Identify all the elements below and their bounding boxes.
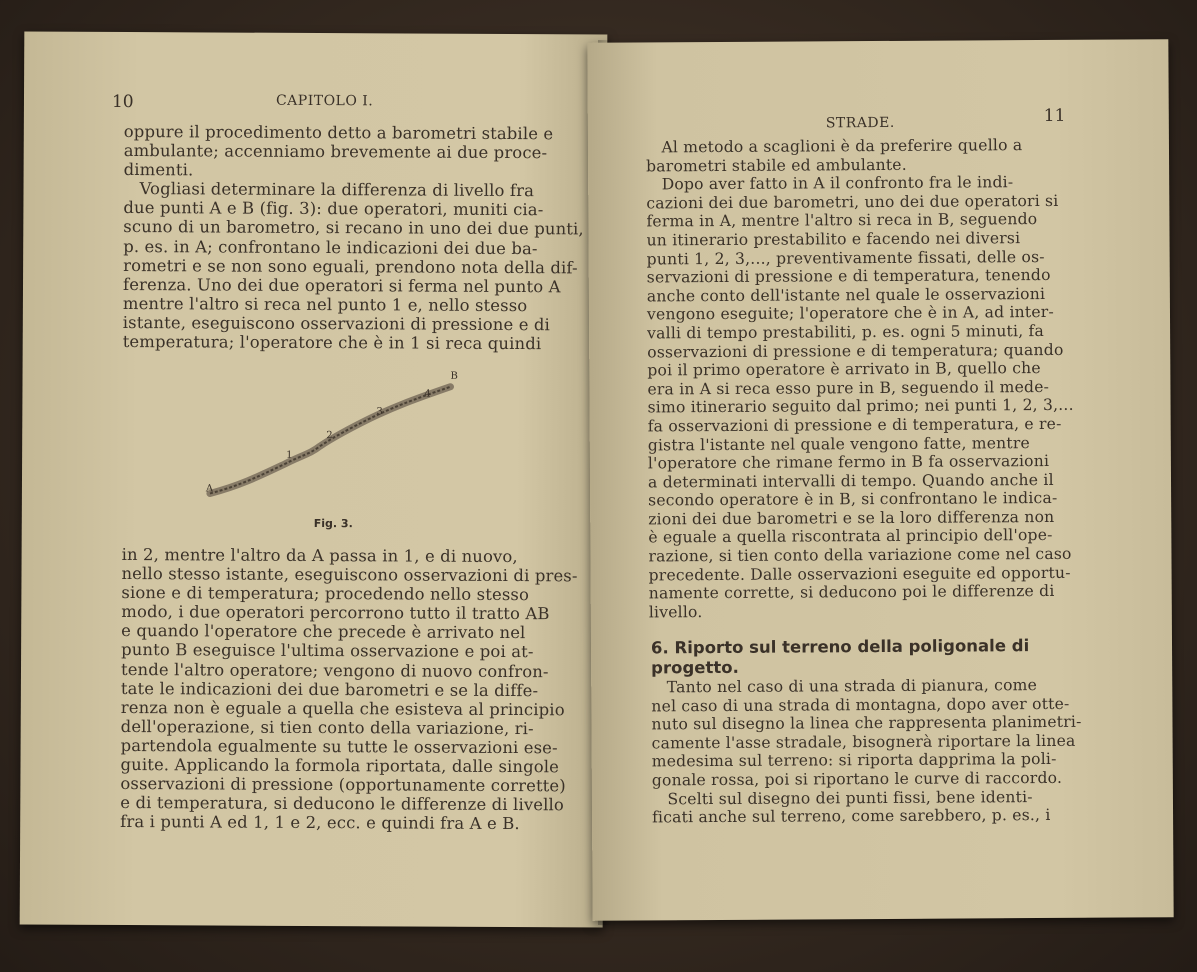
figure-label-3: 3 bbox=[376, 406, 383, 418]
figure-label-1: 1 bbox=[286, 449, 293, 461]
right-text-block-1: Al metodo a scaglioni è da preferire quello a barometri stabile ed ambulante. Dopo aver fatto in A il confronto fra le indi- cazioni dei due barometri, uno dei due operatori si ferma in A, mentre l'altro si reca in B, seguendo un itinerario prestabilito e facendo nei diversi punti 1, 2, 3,..., preventivamente fissati, delle os- servazioni di pressione e di temperatura, tenendo anche conto dell'istante nel quale le osservazioni vengono eseguite; l'operatore che è in A, ad inter- valli di tempo prestabiliti, p. es. ogni 5 minuti, fa osservazioni di pressione e di temperatura; quando poi il primo operatore è arrivato in B, quello che era in A si reca esso pure in B, seguendo il mede- simo itinerario seguito dal primo; nei punti 1, 2, 3,... fa osservazioni di pressione e di temperatura, e re- gistra l'istante nel quale vengono fatte, mentre l'operatore che rimane fermo in B fa osservazioni a determinati intervalli di tempo. Quando anche il secondo operatore è in B, si confrontano le indica- zioni dei due barometri e se la loro differenza non è eguale a quella riscontrata al principio dell'ope- razione, si tien conto della variazione come nel caso precedente. Dalle osservazioni eseguite ed opportu- namente corrette, si deducono poi le differenze di livello. bbox=[645, 136, 1074, 622]
figure-label-b: B bbox=[450, 370, 458, 382]
figure-caption: Fig. 3. bbox=[313, 517, 353, 531]
left-text-block-1: oppure il procedimento detto a barometri stabile e ambulante; accenniamo brevemente ai due proce- dimenti. Vogliasi determinare la differenza di livello fra due punti A e B (fig. 3): due operatori, muniti cia- scuno di un barometro, si recano in uno dei due punti, p. es. in A; confrontano le indicazioni dei due ba- rometri e se non sono eguali, prendono nota della dif- ferenza. Uno dei due operatori si ferma nel punto A mentre l'altro si reca nel punto 1 e, nello stesso istante, eseguiscono osservazioni di pressione e di temperatura; l'operatore che è in 1 si reca quindi bbox=[122, 122, 584, 354]
section-heading: 6. Riporto sul terreno della poligonale di progetto. bbox=[650, 636, 1030, 678]
page-number-right: 11 bbox=[1043, 105, 1066, 126]
page-number-left: 10 bbox=[111, 91, 134, 113]
figure-label-2: 2 bbox=[326, 430, 333, 442]
figure-label-a: A bbox=[205, 483, 214, 495]
right-page bbox=[587, 39, 1173, 921]
figure-label-4: 4 bbox=[424, 388, 431, 400]
right-text-block-2: Tanto nel caso di una strada di pianura, come nel caso di una strada di montagna, dopo aver otte- nuto sul disegno la linea che rappresenta planimetri- camente l'asse stradale, bisognerà riportare la linea medesima sul terreno: si riporta dapprima la poli- gonale rossa, poi si riportano le curve di raccordo. Scelti sul disegno dei punti fissi, bene identi- ficati anche sul terreno, come sarebbero, p. es., i bbox=[651, 676, 1082, 827]
left-page bbox=[20, 31, 608, 927]
figure-3-terrain-profile bbox=[200, 365, 461, 506]
running-head-left: CAPITOLO I. bbox=[275, 92, 374, 110]
left-text-block-2: in 2, mentre l'altro da A passa in 1, e di nuovo, nello stesso istante, eseguiscono osservazioni di pres- sione e di temperatura; procedendo nello stesso modo, i due operatori percorrono tutto il tratto AB e quando l'operatore che precede è arrivato nel punto B eseguisce l'ultima osservazione e poi at- tende l'altro operatore; vengono di nuovo confron- tate le indicazioni dei due barometri e se la diffe- renza non è eguale a quella che esisteva al principio dell'operazione, si tien conto della variazione, ri- partendola egualmente su tutte le osservazioni ese- guite. Applicando la formola riportata, dalle singole osservazioni di pressione (opportunamente corrette) e di temperatura, si deducono le differenze di livello fra i punti A ed 1, 1 e 2, ecc. e quindi fra A e B. bbox=[120, 544, 578, 834]
running-head-right: STRADE. bbox=[825, 114, 895, 132]
